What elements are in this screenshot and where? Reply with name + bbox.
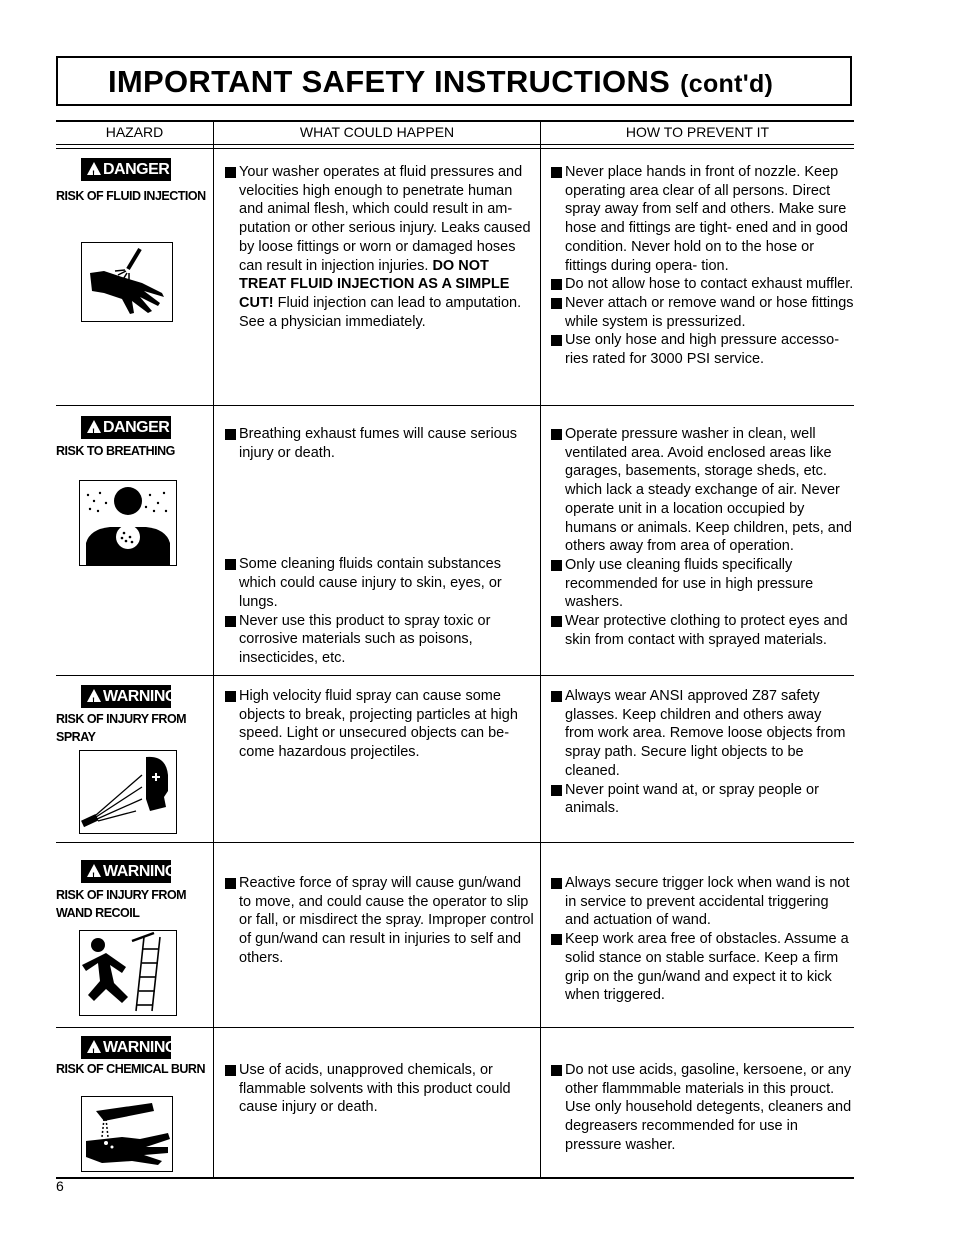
- warning-triangle-icon: [87, 162, 101, 175]
- what-could-happen: [225, 874, 537, 968]
- toxic-fumes-icon: [79, 480, 177, 566]
- danger-sign: !DANGER: [81, 416, 171, 439]
- row-divider: [56, 675, 854, 676]
- how-to-prevent: [551, 425, 854, 649]
- prevention-item: Always secure trigger lock when wand is not in service to prevent accidental triggering and actuation of wand.: [551, 874, 854, 930]
- prevention-item: Wear protective clothing to protect eyes and skin from contact with sprayed materials.: [551, 612, 854, 649]
- what-could-happen: [225, 425, 537, 668]
- prevention-item: Never point wand at, or spray people or animals.: [551, 781, 854, 818]
- hand-injection-icon: [81, 242, 173, 322]
- danger-sign: !DANGER: [81, 158, 171, 181]
- chemical-burn-icon: [81, 1096, 173, 1172]
- hazard-description: Some cleaning fluids contain substances which could cause injury to skin, eyes, or lungs.: [225, 555, 537, 611]
- prevention-item: Do not allow hose to contact exhaust muffler.: [551, 275, 854, 294]
- what-could-happen: [225, 163, 535, 331]
- table-bottom-rule: [56, 1177, 854, 1179]
- header-rule: [56, 144, 854, 145]
- column-header-what: WHAT COULD HAPPEN: [299, 124, 455, 140]
- hazard-description: High velocity fluid spray can cause some objects to break, projecting particles at high speed. Light or unsecured objects can be- come hazardous projectiles.: [225, 687, 537, 762]
- page-subtitle: (cont'd): [680, 70, 774, 98]
- hazard-description: Reactive force of spray will cause gun/wand to move, and could cause the operator to slip or fall, or misdirect the spray. Improper control of gun/wand can result in injuries to self and others.: [225, 874, 537, 968]
- hazard-label: RISK OF INJURY FROM WAND RECOIL: [56, 888, 187, 920]
- prevention-item: Operate pressure washer in clean, well ventilated area. Avoid enclosed areas like garages, basements, storage sheds, etc. which lack a steady exchange of air. Never operate unit in a location occupied by humans or animals. Keep children, pets, and others away from area of operation.: [551, 425, 854, 556]
- spray-face-icon: [79, 750, 177, 834]
- prevention-item: Only use cleaning fluids specifically recommended for use in high pressure washers.: [551, 556, 854, 612]
- hazard-label: RISK OF INJURY FROM SPRAY: [56, 712, 187, 744]
- warning-triangle-icon: [87, 1040, 101, 1053]
- warning-sign: !WARNING: [81, 685, 171, 708]
- warning-triangle-icon: [87, 420, 101, 433]
- table-top-rule: [56, 120, 854, 122]
- title-box: [56, 56, 852, 106]
- prevention-item: Never place hands in front of nozzle. Keep operating area clear of all persons. Direct spray away from self and others. Make sure hose and fittings are tight- ened and in good condition. Never hold on to the hose or fittings during opera- tion.: [551, 163, 854, 275]
- what-text: Your washer operates at fluid pressures and velocities high enough to penetrate human and animal flesh, which could result in am- putation or other serious injury. Leaks caused by loose fittings or worn or damaged hoses can result in injection injuries. DO NOT TREAT FLUID INJECTION AS A SIMPLE CUT! Fluid injection can lead to amputation. See a physician immediately.: [239, 164, 531, 330]
- what-could-happen: [225, 1061, 537, 1117]
- how-to-prevent: [551, 1061, 854, 1155]
- hazard-label: RISK OF CHEMICAL BURN: [56, 1062, 205, 1076]
- warning-sign: !WARNING: [81, 860, 171, 883]
- column-divider: [213, 120, 214, 1179]
- header-rule-2: [56, 148, 854, 149]
- row-divider: [56, 1027, 854, 1028]
- hazard-description: Never use this product to spray toxic or corrosive materials such as poisons, insecticides, etc.: [225, 612, 537, 668]
- hazard-description: Breathing exhaust fumes will cause serious injury or death.: [225, 425, 537, 462]
- prevention-item: Use only hose and high pressure accesso- ries rated for 3000 PSI service.: [551, 331, 854, 368]
- warning-triangle-icon: [87, 689, 101, 702]
- row-divider: [56, 842, 854, 843]
- how-to-prevent: [551, 687, 854, 818]
- prevention-item: Never attach or remove wand or hose fittings while system is pressurized.: [551, 294, 854, 331]
- warning-sign: !WARNING: [81, 1036, 171, 1059]
- prevention-item: Do not use acids, gasoline, kersoene, or any other flammmable materials in this prouct. Use only household detegents, cleaners and degreasers recommended for use in pressure washer.: [551, 1061, 854, 1155]
- warning-triangle-icon: [87, 864, 101, 877]
- hazard-description: [225, 163, 535, 331]
- hazard-description: Use of acids, unapproved chemicals, or flammable solvents with this product could cause injury or death.: [225, 1061, 537, 1117]
- page-number: 6: [56, 1178, 64, 1194]
- what-could-happen: [225, 687, 537, 762]
- column-header-hazard: HAZARD: [105, 124, 164, 140]
- falling-person-icon: [79, 930, 177, 1016]
- hazard-label: RISK TO BREATHING: [56, 444, 175, 458]
- prevention-item: Always wear ANSI approved Z87 safety glasses. Keep children and others away from work area. Remove loose objects from spray path. Secure light objects to be cleaned.: [551, 687, 854, 781]
- row-divider: [56, 405, 854, 406]
- hazard-label: RISK OF FLUID INJECTION: [56, 189, 206, 203]
- how-to-prevent: [551, 163, 854, 369]
- page-title: IMPORTANT SAFETY INSTRUCTIONS (cont'd): [108, 64, 774, 99]
- prevention-item: Keep work area free of obstacles. Assume a solid stance on stable surface. Keep a firm grip on the gun/wand and expect it to kick when triggered.: [551, 930, 854, 1005]
- column-header-prevent: HOW TO PREVENT IT: [625, 124, 770, 140]
- column-divider: [540, 120, 541, 1179]
- how-to-prevent: [551, 874, 854, 1005]
